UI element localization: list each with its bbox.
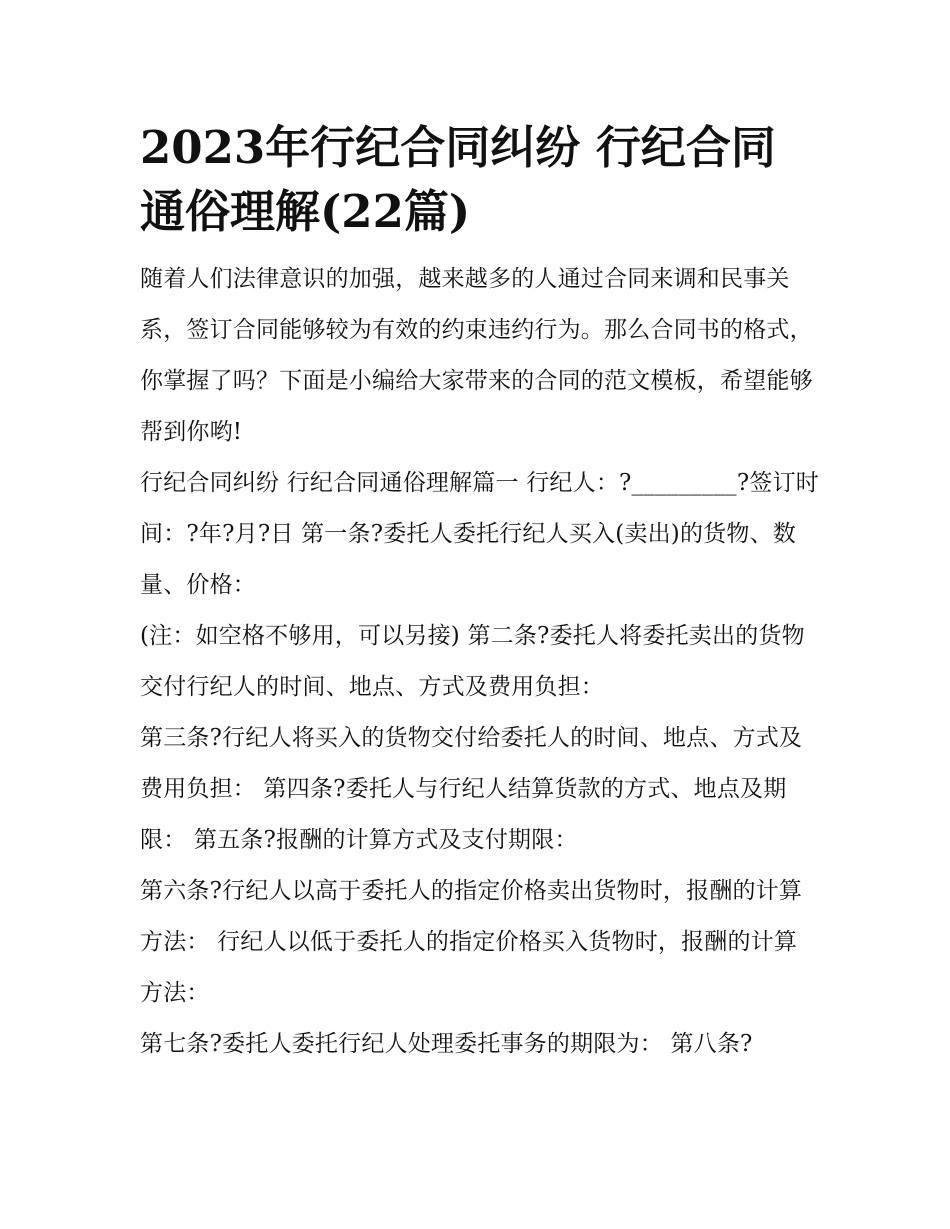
article-three-five-paragraph: 第三条?行纪人将买入的货物交付给委托人的时间、地点、方式及费用负担： 第四条?委托人与行纪人结算货款的方式、地点及期限： 第五条?报酬的计算方式及支付期限： [140, 725, 803, 853]
article-six-paragraph: 第六条?行纪人以高于委托人的指定价格卖出货物时，报酬的计算方法： 行纪人以低于委托人的指定价格买入货物时，报酬的计算方法： [140, 878, 803, 1006]
document-title: 2023年行纪合同纠纷 行纪合同通俗理解(22篇) [140, 121, 776, 238]
article-seven-eight-paragraph: 第七条?委托人委托行纪人处理委托事务的期限为： 第八条? [140, 1031, 753, 1057]
intro-paragraph: 随着人们法律意识的加强，越来越多的人通过合同来调和民事关系，签订合同能够较为有效的约束违约行为。那么合同书的格式，你掌握了吗？下面是小编给大家带来的合同的范文模板，希望能够帮到你哟! [140, 266, 813, 445]
document-content [140, 116, 820, 1070]
article-two-paragraph: (注：如空格不够用，可以另接) 第二条?委托人将委托卖出的货物交付行纪人的时间、地点、方式及费用负担： [140, 623, 805, 700]
contract-header-paragraph: 行纪合同纠纷 行纪合同通俗理解篇一 行纪人：?_________?签订时间：?年?月?日 第一条?委托人委托行纪人买入(卖出)的货物、数量、价格： [140, 470, 819, 598]
